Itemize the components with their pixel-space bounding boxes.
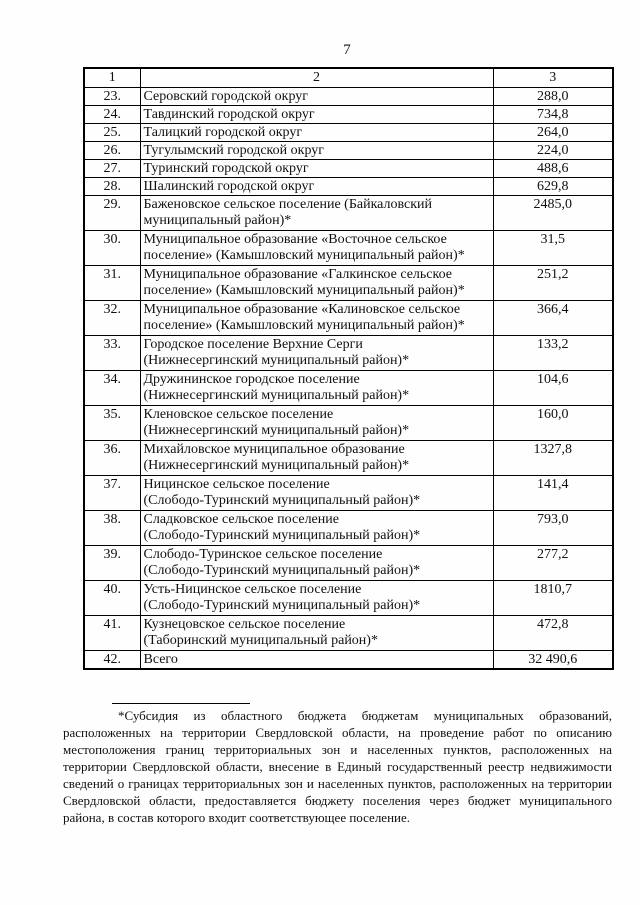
table-row <box>84 580 613 615</box>
row-name-line: Городское поселение Верхние Серги <box>143 336 363 352</box>
row-value-cell: 793,0 <box>493 510 613 545</box>
table-row <box>84 475 613 510</box>
table-row <box>84 440 613 475</box>
row-number-cell: 28. <box>84 177 140 195</box>
row-name-line: муниципальный район)* <box>143 212 292 228</box>
row-number-cell: 32. <box>84 300 140 335</box>
row-name-line: (Таборинский муниципальный район)* <box>143 632 378 648</box>
row-name-cell <box>140 265 493 300</box>
header-cell-col1: 1 <box>84 68 140 87</box>
row-number-cell: 40. <box>84 580 140 615</box>
row-value-cell: 251,2 <box>493 265 613 300</box>
row-name-line: Муниципальное образование «Калиновское сельское <box>143 301 461 317</box>
row-name-cell <box>140 230 493 265</box>
row-number-cell: 38. <box>84 510 140 545</box>
row-name-line: Всего <box>143 651 178 667</box>
row-name-line: Ницинское сельское поселение <box>143 476 330 492</box>
row-name-line: Шалинский городской округ <box>143 178 315 194</box>
row-number-cell: 37. <box>84 475 140 510</box>
row-name-line: Тавдинский городской округ <box>143 106 315 122</box>
row-name-cell <box>140 159 493 177</box>
row-name-cell <box>140 615 493 650</box>
footnote-line: района, в состав которого входит соответствующее поселение. <box>63 810 411 825</box>
footnote-line: Свердловской области, предоставляется бюджету поселения через бюджет муниципального <box>63 793 612 808</box>
row-name-line: (Слободо-Туринский муниципальный район)* <box>143 492 421 508</box>
row-number-cell: 36. <box>84 440 140 475</box>
row-name-line: Муниципальное образование «Восточное сельское <box>143 231 447 247</box>
row-name-line: Серовский городской округ <box>143 88 309 104</box>
row-name-line: поселение» (Камышловский муниципальный район)* <box>143 247 465 263</box>
row-number-cell: 33. <box>84 335 140 370</box>
header-cell-col3: 3 <box>493 68 613 87</box>
footnote <box>63 703 612 826</box>
row-value-cell: 734,8 <box>493 105 613 123</box>
table-row <box>84 123 613 141</box>
row-value-cell: 1327,8 <box>493 440 613 475</box>
row-value-cell: 629,8 <box>493 177 613 195</box>
row-name-cell <box>140 335 493 370</box>
row-name-line: (Нижнесергинский муниципальный район)* <box>143 387 410 403</box>
row-value-cell: 488,6 <box>493 159 613 177</box>
row-name-cell <box>140 580 493 615</box>
row-name-line: (Нижнесергинский муниципальный район)* <box>143 422 410 438</box>
row-name-cell <box>140 300 493 335</box>
table-row <box>84 335 613 370</box>
row-value-cell: 31,5 <box>493 230 613 265</box>
row-name-line: (Слободо-Туринский муниципальный район)* <box>143 597 421 613</box>
row-number-cell: 26. <box>84 141 140 159</box>
table-row <box>84 265 613 300</box>
row-number-cell: 27. <box>84 159 140 177</box>
row-name-line: Усть-Ницинское сельское поселение <box>143 581 362 597</box>
row-name-cell <box>140 405 493 440</box>
row-name-cell <box>140 87 493 105</box>
row-name-cell <box>140 195 493 230</box>
row-name-line: Сладковское сельское поселение <box>143 511 339 527</box>
row-name-cell <box>140 105 493 123</box>
row-name-line: Талицкий городской округ <box>143 124 303 140</box>
row-name-line: поселение» (Камышловский муниципальный район)* <box>143 317 465 333</box>
footnote-separator-line <box>112 703 250 704</box>
row-value-cell: 133,2 <box>493 335 613 370</box>
row-number-cell: 34. <box>84 370 140 405</box>
table-row <box>84 177 613 195</box>
row-name-cell <box>140 123 493 141</box>
row-name-line: (Нижнесергинский муниципальный район)* <box>143 457 410 473</box>
table-row <box>84 510 613 545</box>
table-row <box>84 87 613 105</box>
footnote-line: территории Свердловской области, внесение в Единый государственный реестр недвижимости <box>63 759 612 774</box>
row-name-cell <box>140 370 493 405</box>
table-row <box>84 195 613 230</box>
municipalities-table <box>83 67 614 670</box>
row-number-cell: 42. <box>84 650 140 669</box>
row-name-cell <box>140 650 493 669</box>
table-header-row <box>84 68 613 87</box>
footnote-line: местоположения границ территориальных зон и населенных пунктов, расположенных на <box>63 742 612 757</box>
row-name-line: Слободо-Туринское сельское поселение <box>143 546 383 562</box>
table-row <box>84 650 613 669</box>
row-value-cell: 32 490,6 <box>493 650 613 669</box>
row-value-cell: 1810,7 <box>493 580 613 615</box>
row-value-cell: 160,0 <box>493 405 613 440</box>
footnote-line: *Субсидия из областного бюджета бюджетам муниципальных образований, <box>118 708 612 723</box>
table-row <box>84 159 613 177</box>
row-name-cell <box>140 440 493 475</box>
row-name-line: (Нижнесергинский муниципальный район)* <box>143 352 410 368</box>
row-number-cell: 24. <box>84 105 140 123</box>
row-value-cell: 141,4 <box>493 475 613 510</box>
row-number-cell: 35. <box>84 405 140 440</box>
row-number-cell: 31. <box>84 265 140 300</box>
row-name-line: поселение» (Камышловский муниципальный район)* <box>143 282 465 298</box>
row-name-cell <box>140 475 493 510</box>
row-name-line: Баженовское сельское поселение (Байкаловский <box>143 196 433 212</box>
row-value-cell: 264,0 <box>493 123 613 141</box>
row-value-cell: 104,6 <box>493 370 613 405</box>
table-row <box>84 300 613 335</box>
page-number: 7 <box>343 42 352 58</box>
row-name-line: (Слободо-Туринский муниципальный район)* <box>143 562 421 578</box>
footnote-text <box>63 707 612 826</box>
row-value-cell: 472,8 <box>493 615 613 650</box>
table-row <box>84 405 613 440</box>
row-name-line: Тугулымский городской округ <box>143 142 325 158</box>
table-row <box>84 615 613 650</box>
row-name-line: Кузнецовское сельское поселение <box>143 616 346 632</box>
footnote-line: сведений о границах территориальных зон и населенных пунктов, расположенных на территории <box>63 776 612 791</box>
row-value-cell: 288,0 <box>493 87 613 105</box>
table-row <box>84 141 613 159</box>
footnote-line: расположенных на территории Свердловской области, на проведение работ по описанию <box>63 725 612 740</box>
row-number-cell: 30. <box>84 230 140 265</box>
table-row <box>84 230 613 265</box>
row-name-line: Дружининское городское поселение <box>143 371 360 387</box>
row-value-cell: 366,4 <box>493 300 613 335</box>
row-value-cell: 224,0 <box>493 141 613 159</box>
row-name-line: (Слободо-Туринский муниципальный район)* <box>143 527 421 543</box>
header-cell-col2: 2 <box>140 68 493 87</box>
table-row <box>84 370 613 405</box>
row-value-cell: 2485,0 <box>493 195 613 230</box>
row-number-cell: 41. <box>84 615 140 650</box>
row-name-cell <box>140 545 493 580</box>
row-name-line: Кленовское сельское поселение <box>143 406 334 422</box>
table-row <box>84 105 613 123</box>
row-name-line: Муниципальное образование «Галкинское сельское <box>143 266 452 282</box>
row-number-cell: 39. <box>84 545 140 580</box>
table-row <box>84 545 613 580</box>
row-name-line: Туринский городской округ <box>143 160 309 176</box>
row-name-cell <box>140 510 493 545</box>
row-number-cell: 25. <box>84 123 140 141</box>
row-number-cell: 23. <box>84 87 140 105</box>
row-name-cell <box>140 141 493 159</box>
row-number-cell: 29. <box>84 195 140 230</box>
row-name-cell <box>140 177 493 195</box>
row-name-line: Михайловское муниципальное образование <box>143 441 405 457</box>
row-value-cell: 277,2 <box>493 545 613 580</box>
